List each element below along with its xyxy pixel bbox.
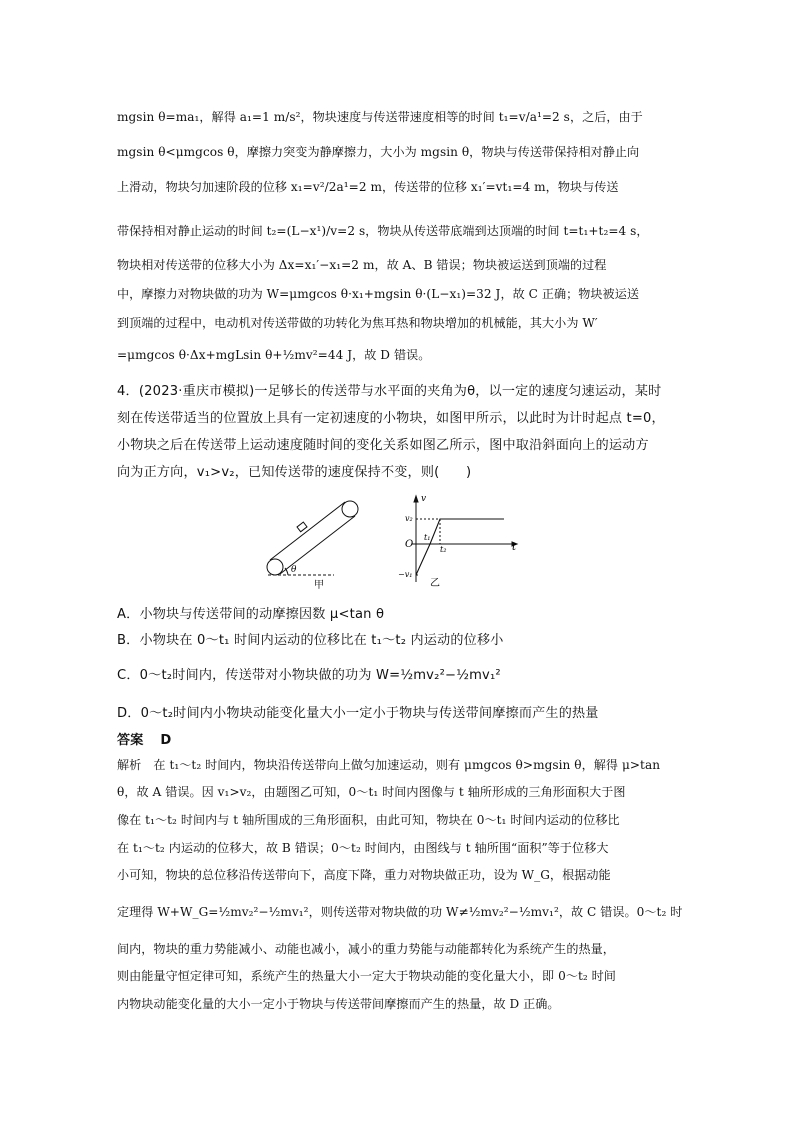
solution-prev-line-5: 物块相对传送带的位移大小为 Δx=x₁′−x₁=2 m，故 A、B 错误；物块被运送到顶端的过程: [117, 258, 607, 272]
question-line-2: 刻在传送带适当的位置放上具有一定初速度的小物块，如图甲所示，以此时为计时起点 t=0，: [117, 411, 665, 426]
solution-prev-line-1: mgsin θ=ma₁，解得 a₁=1 m/s²，物块速度与传送带速度相等的时间 t₁=v/a¹=2 s，之后，由于: [117, 110, 643, 124]
answer-row: [117, 729, 677, 748]
analysis-line-6: 定理得 W+W_G=½mv₂²−½mv₁²，则传送带对物块做的功 W≠½mv₂²−½mv₁²，故 C 错误。0～t₂ 时: [117, 905, 683, 919]
option-d: D．0～t₂时间内小物块动能变化量大小一定小于物块与传送带间摩擦而产生的热量: [117, 706, 599, 721]
theta-label: θ: [291, 565, 297, 575]
belt-upper: [270, 502, 345, 560]
label-jia: 甲: [314, 580, 324, 591]
option-c: C．0～t₂时间内，传送带对小物块做的功为 W=½mv₂²−½mv₁²: [117, 668, 501, 683]
solution-prev-line-3: 上滑动，物块匀加速阶段的位移 x₁=v²/2a¹=2 m，传送带的位移 x₁′=vt₁=4 m，物块与传送: [117, 180, 619, 194]
velocity-curve: [416, 519, 504, 575]
label-yi: 乙: [430, 578, 440, 589]
v2-label: v₂: [405, 514, 413, 523]
answer-label: 答案: [117, 733, 144, 748]
t1-label: t₁: [424, 533, 431, 542]
v-axis-arrow: [414, 496, 418, 502]
question-line-4: 向为正方向，v₁>v₂，已知传送带的速度保持不变，则( ): [117, 465, 472, 480]
solution-prev-line-2: mgsin θ<μmgcos θ，摩擦力突变为静摩擦力，大小为 mgsin θ，物块与传送带保持相对静止向: [117, 145, 640, 159]
neg-v1-label: −v₁: [398, 570, 413, 579]
question-figure: [262, 492, 540, 592]
question-line-1: 4．(2023·重庆市模拟)一足够长的传送带与水平面的夹角为θ，以一定的速度匀速运动，某时: [117, 384, 662, 399]
conveyor-diagram: [267, 501, 358, 575]
origin-label: O: [405, 539, 414, 550]
answer-value: D: [160, 733, 172, 748]
solution-prev-line-6: 中，摩擦力对物块做的功为 W=μmgcos θ·x₁+mgsin θ·(L−x₁)=32 J，故 C 正确；物块被运送: [117, 287, 639, 301]
question-line-3: 小物块之后在传送带上运动速度随时间的变化关系如图乙所示，图中取沿斜面向上的运动方: [117, 438, 649, 453]
axis-t-label: t: [512, 542, 517, 553]
solution-prev-line-8: =μmgcos θ·Δx+mgLsin θ+½mv²=44 J，故 D 错误。: [117, 348, 431, 362]
small-block: [297, 522, 307, 532]
analysis-line-2: θ，故 A 错误。因 v₁>v₂，由题图乙可知，0～t₁ 时间内图像与 t 轴所形成的三角形面积大于图: [117, 785, 626, 799]
analysis-line-4: 在 t₁～t₂ 内运动的位移大，故 B 错误；0～t₂ 时间内，由图线与 t 轴所围“面积”等于位移大: [117, 841, 609, 855]
top-pulley: [342, 501, 358, 517]
axis-v-label: v: [421, 494, 427, 504]
t2-label: t₂: [440, 545, 447, 554]
figure-svg: [262, 492, 540, 592]
bottom-pulley: [267, 559, 283, 575]
analysis-line-1: 解析 在 t₁～t₂ 时间内，物块沿传送带向上做匀加速运动，则有 μmgcos θ>mgsin θ，解得 μ>tan: [117, 758, 661, 772]
analysis-line-3: 像在 t₁～t₂ 时间内与 t 轴所围成的三角形面积，由此可知，物块在 0～t₁ 时间内运动的位移比: [117, 813, 620, 827]
analysis-line-9: 内物块动能变化量的大小一定小于物块与传送带间摩擦而产生的热量，故 D 正确。: [117, 997, 560, 1011]
solution-prev-line-7: 到顶端的过程中，电动机对传送带做的功转化为焦耳热和物块增加的机械能，其大小为 W′: [117, 316, 598, 330]
option-b: B．小物块在 0～t₁ 时间内运动的位移比在 t₁～t₂ 内运动的位移小: [117, 633, 504, 648]
analysis-line-8: 则由能量守恒定律可知，系统产生的热量大小一定大于物块动能的变化量大小，即 0～t₂ 时间: [117, 969, 616, 983]
option-a: A．小物块与传送带间的动摩擦因数 μ<tan θ: [117, 607, 385, 622]
analysis-line-7: 间内，物块的重力势能减小、动能也减小，减小的重力势能与动能都转化为系统产生的热量，: [117, 942, 615, 956]
solution-prev-line-4: 带保持相对静止运动的时间 t₂=(L−x¹)/v=2 s，物块从传送带底端到达顶端的时间 t=t₁+t₂=4 s，: [117, 224, 649, 238]
analysis-line-5: 小可知，物块的总位移沿传送带向下，高度下降，重力对物块做正功，设为 W_G，根据动能: [117, 868, 611, 882]
